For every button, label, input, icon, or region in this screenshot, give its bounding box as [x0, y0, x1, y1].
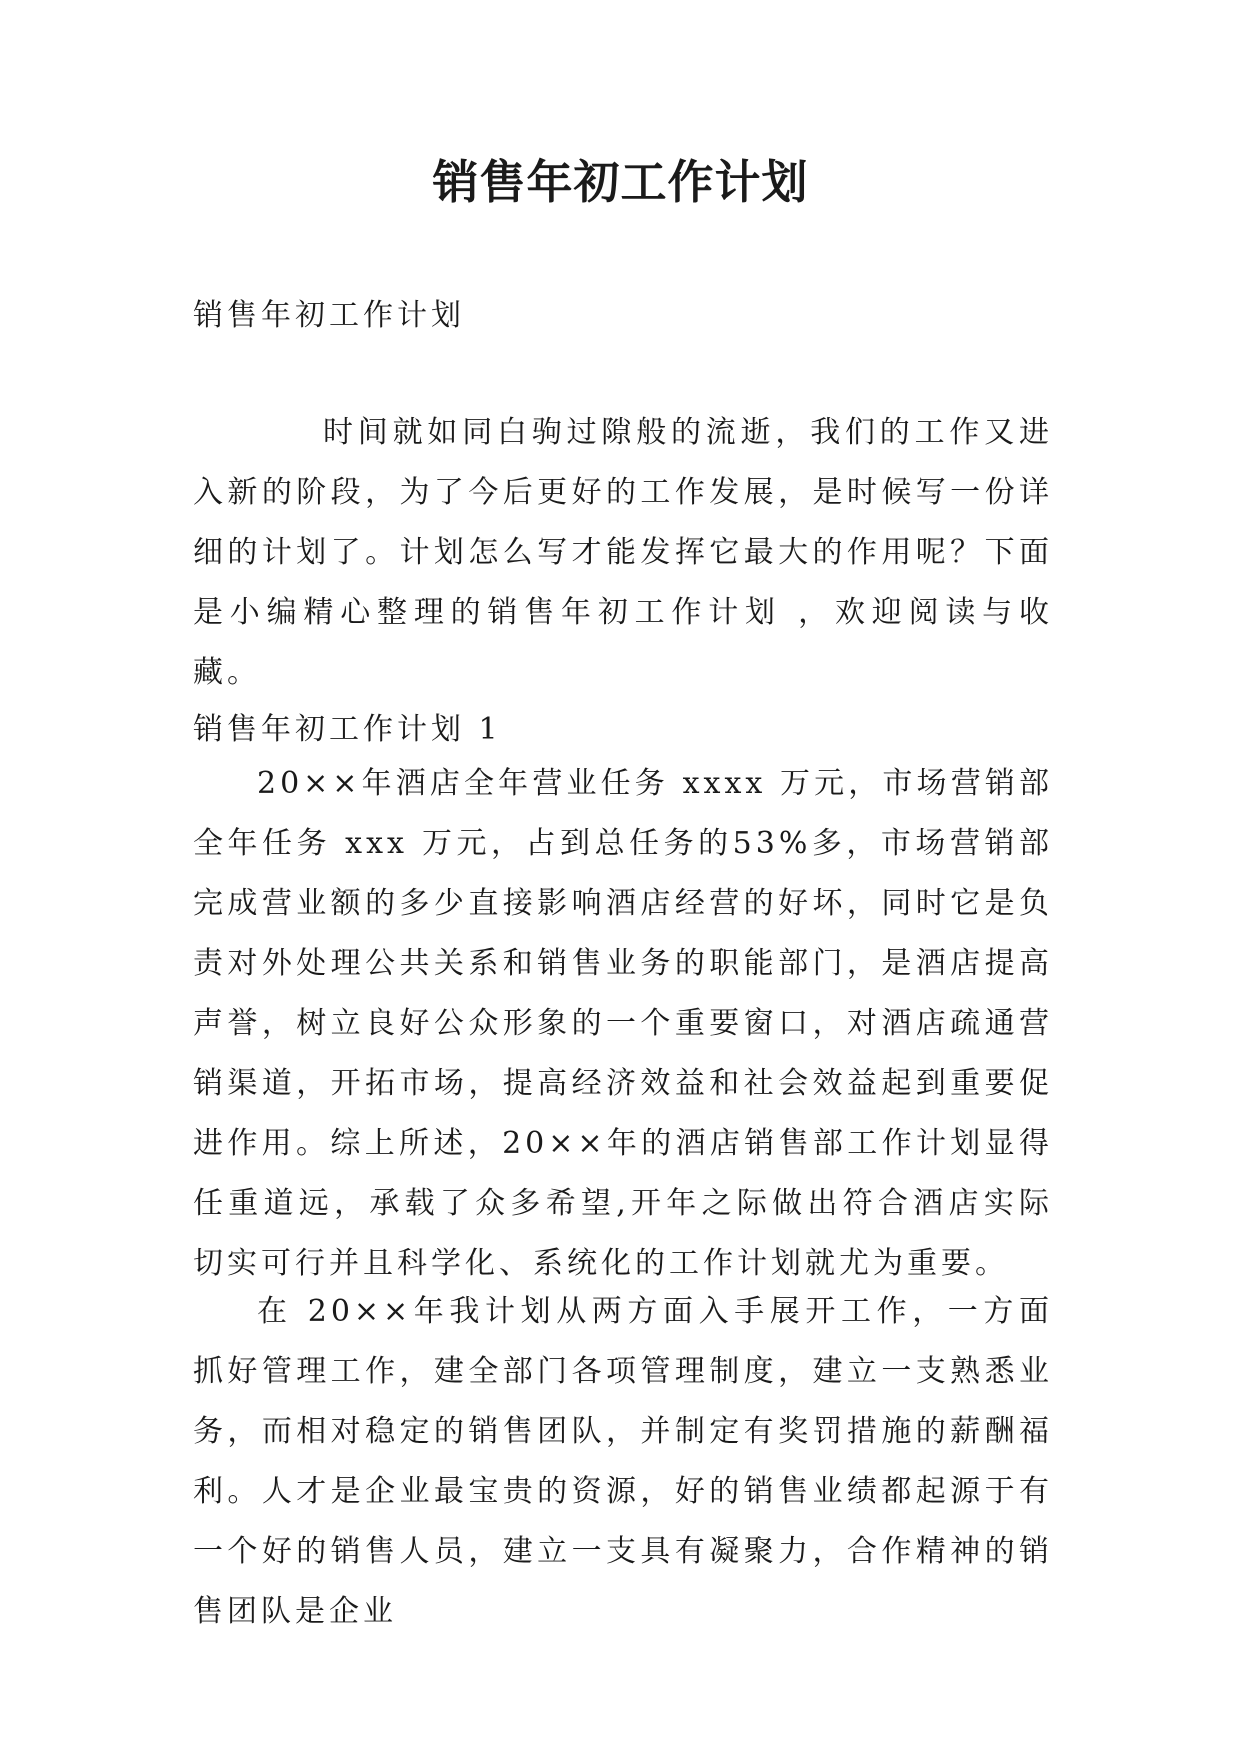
- section-heading: 销售年初工作计划 1: [193, 712, 502, 747]
- body-paragraph: 在 20××年我计划从两方面入手展开工作，一方面抓好管理工作，建全部门各项管理制度，建立一支熟悉业务，而相对稳定的销售团队，并制定有奖罚措施的薪酬福利。人才是企业最宝贵的资源，好的销售业绩都起源于有一个好的销售人员，建立一支具有凝聚力，合作精神的销售团队是企业: [193, 1294, 1053, 1629]
- body-paragraph: 20××年酒店全年营业任务 xxxx 万元，市场营销部全年任务 xxx 万元，占到总任务的53%多，市场营销部完成营业额的多少直接影响酒店经营的好坏，同时它是负责对外处理公共关系和销售业务的职能部门，是酒店提高声誉，树立良好公众形象的一个重要窗口，对酒店疏通营销渠道，开拓市场，提高经济效益和社会效益起到重要促进作用。综上所述，20××年的酒店销售部工作计划显得任重道远，承载了众多希望,开年之际做出符合酒店实际切实可行并且科学化、系统化的工作计划就尤为重要。: [193, 766, 1053, 1281]
- intro-paragraph: 时间就如同白驹过隙般的流逝，我们的工作又进入新的阶段，为了今后更好的工作发展，是时候写一份详细的计划了。计划怎么写才能发挥它最大的作用呢？下面是小编精心整理的销售年初工作计划 ，欢迎阅读与收藏。: [193, 415, 1053, 690]
- document-subtitle: 销售年初工作计划: [193, 298, 465, 333]
- document-title: 销售年初工作计划: [432, 155, 809, 209]
